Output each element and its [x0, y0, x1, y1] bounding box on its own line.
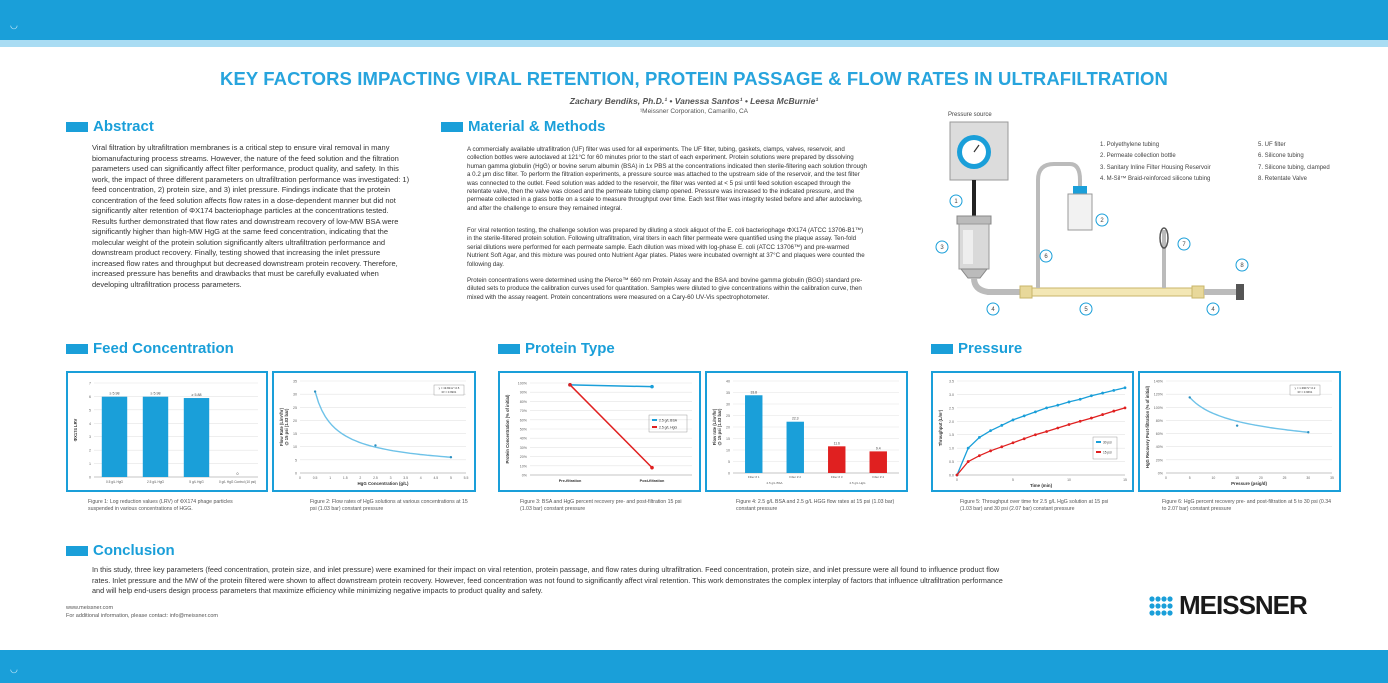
data-point — [989, 429, 992, 432]
abstract-title: Abstract — [93, 118, 154, 135]
data-point — [1012, 419, 1015, 422]
data-label: ≥ 5.98 — [150, 391, 161, 396]
y-tick-label: 120% — [1153, 392, 1163, 397]
pressure-source-label: Pressure source — [948, 112, 992, 118]
y-tick-label: 3.0 — [949, 392, 954, 397]
methods-paragraph-2: For viral retention testing, the challenge solution was prepared by diluting a stock aliquot of the E. coli bacteriophage ΦX174 (ATCC 13706-B1™) in the sterile-filtered protein solution. Following ultrafiltration, viral titers in each filter permeate were quantified using the plaque assay. Ten-fold serial dilutions were performed for each permeate sample. Each dilution was mixed with log-phase E. coli (ATCC 13706™) and pre-warmed Nutrient Soft Agar, and this mixture was poured onto Nutrient Agar plates. Plates were incubated overnight at 37°C and plaques were counted the following day. — [467, 227, 865, 268]
chart-fig5 — [933, 373, 1132, 490]
logo-wordmark: MEISSNER — [1179, 590, 1307, 620]
braided-tubing — [974, 278, 1020, 292]
data-label: 33.8 — [750, 390, 758, 395]
methods-title: Material & Methods — [468, 118, 606, 135]
section-bar — [931, 344, 953, 354]
y-tick-label: 20% — [519, 455, 527, 460]
y-tick-label: 30 — [726, 402, 730, 407]
y-axis-title: Throughput (L/m²) — [938, 409, 943, 447]
chart-fig4 — [707, 373, 906, 490]
y-tick-label: 5 — [89, 408, 91, 413]
y-tick-label: 80% — [519, 399, 527, 404]
legend-swatch — [1096, 441, 1101, 443]
y-tick-label: 90% — [519, 390, 527, 395]
chart-fig4-frame — [705, 371, 908, 492]
y-tick-label: 10 — [293, 445, 297, 450]
data-label: ≥ 5.98 — [109, 391, 120, 396]
y-tick-label: 40 — [726, 379, 730, 384]
legend-item: 7. Silicone tubing, clamped — [1258, 164, 1330, 171]
data-point — [1034, 433, 1037, 436]
data-label: 0 — [236, 472, 239, 476]
bar — [102, 397, 127, 477]
affiliation: ¹Meissner Corporation, Camarillo, CA — [639, 108, 748, 115]
protein-heading — [498, 340, 615, 357]
bar — [184, 398, 209, 477]
legend-item: 6. Silicone tubing — [1258, 153, 1304, 160]
data-point — [1189, 396, 1191, 398]
caption-fig3: Figure 3: BSA and HgG percent recovery pre- and post-filtration 15 psi (1.03 bar) constant pressure — [520, 499, 682, 512]
bar — [745, 395, 762, 473]
caption-fig5: Figure 5: Throughput over time for 2.5 g/L HgG solution at 15 psi (1.03 bar) and 30 psi (2.07 bar) constant pressure — [960, 499, 1109, 512]
series-line — [570, 385, 652, 387]
data-point — [1012, 441, 1015, 444]
legend-label: 15 psi — [1103, 450, 1112, 455]
protein-title: Protein Type — [525, 340, 615, 357]
y-tick-label: 2.5 — [949, 406, 954, 411]
data-label: 22.3 — [791, 416, 799, 421]
data-label: ≥ 5.88 — [191, 393, 202, 398]
y-tick-label: 1 — [89, 462, 91, 467]
x-tick-label: 0.5 — [312, 476, 318, 480]
y-tick-label: 25 — [293, 405, 297, 410]
legend-label: 2.5 g/L BSA — [659, 418, 677, 423]
x-axis-title: HgG Concentration (g/L) — [357, 481, 409, 486]
x-tick-label: 20 — [1258, 476, 1263, 480]
data-point — [1307, 431, 1309, 433]
legend-swatch — [652, 419, 657, 421]
data-point — [1056, 404, 1059, 407]
y-tick-label: 2.0 — [949, 419, 954, 424]
caption-fig4: Figure 4: 2.5 g/L BSA and 2.5 g/L HGG flow rates at 15 psi (1.03 bar) constant pressure — [736, 499, 895, 512]
diagram-legend-left — [1100, 140, 1211, 186]
bar — [143, 397, 168, 477]
x-tick-label: 5 — [449, 476, 452, 480]
y-tick-label: 20% — [1155, 458, 1163, 463]
x-axis-title: Time (min) — [1029, 483, 1053, 488]
data-point — [1112, 410, 1115, 413]
conclusion-title: Conclusion — [93, 542, 175, 559]
uf-filter — [1032, 288, 1192, 296]
conclusion-text: In this study, three key parameters (feed concentration, protein size, and inlet pressure) were examined for their impact on viral retention, protein passage, and flow rates during ultrafiltration. Feed concentration, protein size, and inlet pressure were all found to influence product flow rates. Inlet pressure and the MW of the protein filtered were shown to affect downstream protein recovery. However, feed concentration was not found to significantly affect viral retention. This work demonstrates the complex interplay of factors that influence ultrafiltration performance and will help end-users design process parameters that maximize efficiency while minimizing negative impacts to product quality and safety. — [92, 565, 1003, 595]
y-tick-label: 3 — [89, 435, 91, 440]
contact-line: For additional information, please contact: info@meissner.com — [66, 612, 219, 619]
y-tick-label: 2 — [89, 448, 91, 453]
legend-swatch — [652, 426, 657, 428]
legend-swatch — [1096, 451, 1101, 453]
data-point — [1034, 410, 1037, 413]
y-tick-label: 30% — [519, 445, 527, 450]
data-label: 9.4 — [875, 446, 881, 451]
y-tick-label: 10% — [519, 464, 527, 469]
y-tick-label: 5 — [728, 460, 730, 464]
methods-paragraph-3: Protein concentrations were determined using the Pierce™ 660 nm Protein Assay and the BSA and bovine gamma globulin (BGG) standard pre-diluted sets to produce the calibration curves used for quantitation. Samples were diluted to give concentrations within the calibration curve, then mixed with the assay reagent. Protein concentrations were measured on a Cary-60 UV-Vis spectrophotometer. — [467, 277, 863, 301]
y-tick-label: 1.0 — [949, 446, 954, 451]
y-tick-label: 5 — [295, 458, 297, 463]
x-tick-label: 10 — [1211, 476, 1216, 480]
data-point — [1236, 424, 1238, 426]
y-tick-label: 15 — [293, 432, 297, 437]
x-tick-label: 15 — [1235, 476, 1240, 480]
data-point — [650, 466, 654, 470]
chart-fig6 — [1140, 373, 1339, 490]
x-tick-label: 4 — [419, 476, 422, 480]
annotation-text: R² = 0.9661 — [1297, 390, 1313, 394]
y-tick-label: 25 — [726, 414, 730, 418]
data-point — [568, 383, 572, 387]
bar — [870, 451, 887, 473]
chart-fig1 — [68, 373, 266, 490]
svg-text:4: 4 — [991, 307, 995, 313]
y-tick-label: 1.5 — [949, 433, 954, 438]
top-band-accent — [0, 40, 1388, 47]
x-tick-label: 30 — [1306, 476, 1311, 480]
x-tick-label: 5 — [1188, 476, 1191, 480]
y-tick-label: 10 — [726, 448, 730, 453]
data-point — [1000, 445, 1003, 448]
y-axis-title: @ 15 psi (1.03 bar) — [717, 408, 722, 446]
x-tick-label: Filter # 2 — [789, 475, 802, 479]
y-tick-label: 4 — [89, 421, 91, 426]
y-tick-label: 0% — [1157, 471, 1163, 476]
y-tick-label: 40% — [519, 436, 527, 441]
x-tick-label: 3 — [389, 476, 392, 480]
y-tick-label: 6 — [89, 394, 91, 399]
section-bar — [498, 344, 520, 354]
data-point — [1112, 389, 1115, 392]
caption-fig2: Figure 2: Flow rates of HgG solutions at various concentrations at 15 psi (1.03 bar) constant pressure — [310, 499, 468, 512]
website-link[interactable]: www.meissner.com — [66, 605, 114, 611]
y-tick-label: 70% — [519, 409, 527, 414]
y-axis-title: HgG Recovery Post-filtration (% of initial) — [1145, 385, 1150, 469]
data-point — [1090, 394, 1093, 397]
x-tick-label: 2.5 — [373, 476, 378, 480]
x-tick-label: Filter # 1 — [747, 475, 760, 479]
y-tick-label: 80% — [1155, 418, 1163, 423]
section-bar — [441, 122, 463, 132]
legend-item: 5. UF filter — [1258, 142, 1286, 148]
x-tick-label: 0 — [956, 478, 958, 482]
top-band: ◡ — [0, 0, 1388, 40]
chart-fig6-frame — [1138, 371, 1341, 492]
section-bar — [66, 122, 88, 132]
polyethylene-tubing — [972, 180, 976, 218]
conclusion-heading — [66, 542, 175, 559]
x-tick-label: 5 g/L HgG — [189, 480, 204, 484]
feed-title: Feed Concentration — [93, 340, 234, 357]
bottom-band: ◡ — [0, 650, 1388, 683]
legend-item: 1. Polyethylene tubing — [1100, 142, 1160, 148]
y-axis-title: Flow Rate (L/m²/hr) — [279, 408, 284, 446]
data-point — [1101, 413, 1104, 416]
bar — [787, 422, 804, 473]
chart-fig3 — [500, 373, 699, 490]
data-point — [450, 456, 452, 458]
y-axis-title: Protein Concentration (% of initial) — [505, 394, 510, 464]
x-tick-label: Pre-filtration — [558, 479, 582, 483]
svg-text:3: 3 — [940, 245, 944, 251]
x-axis-title: Pressure (psig/d) — [1231, 481, 1267, 486]
legend-item: 2. Permeate collection bottle — [1100, 153, 1176, 160]
legend-item: 8. Retentate Valve — [1258, 176, 1307, 183]
series-line — [315, 392, 451, 458]
data-point — [1045, 406, 1048, 409]
y-tick-label: 20 — [293, 418, 297, 423]
legend-label: 2.5 g/L HgG — [659, 425, 678, 430]
y-tick-label: 100% — [517, 381, 527, 386]
y-tick-label: 35 — [293, 379, 297, 384]
methods-heading — [441, 118, 606, 135]
data-point — [314, 390, 316, 392]
series-line — [1190, 397, 1309, 432]
svg-text:5: 5 — [1084, 307, 1088, 313]
abstract-heading — [66, 118, 154, 135]
data-point — [956, 474, 959, 477]
data-point — [989, 449, 992, 452]
y-tick-label: 50% — [519, 427, 527, 432]
series-line — [957, 388, 1125, 475]
svg-text:7: 7 — [1182, 242, 1186, 248]
y-tick-label: 35 — [726, 391, 730, 395]
section-bar — [66, 344, 88, 354]
x-tick-label: 5.5 — [463, 476, 469, 480]
x-tick-label: 0 — [299, 476, 301, 480]
annotation-text: y = 1.3907x^-0.2 — [1294, 386, 1316, 390]
data-point — [1090, 417, 1093, 420]
y-tick-label: 7 — [89, 381, 91, 386]
x-tick-label: 25 — [1282, 476, 1287, 480]
legend-item: 4. M-Sil™ Braid-reinforced silicone tubing — [1100, 176, 1211, 183]
series-line — [570, 385, 652, 468]
retentate-valve — [1236, 284, 1244, 300]
chart-fig2-frame — [272, 371, 476, 492]
x-tick-label: 5 — [1012, 478, 1014, 482]
legend-item: 3. Sanitary Inline Filter Housing Reservoir — [1100, 164, 1211, 171]
section-bar — [66, 546, 88, 556]
feed-heading — [66, 340, 234, 357]
data-point — [1079, 420, 1082, 423]
data-point — [1023, 415, 1026, 418]
y-tick-label: 3.5 — [949, 379, 954, 384]
y-axis-title: Flow rate (L/m²/hr) — [712, 408, 717, 446]
x-tick-label: Post-filtration — [639, 479, 665, 483]
chart-fig2 — [274, 373, 474, 490]
data-point — [1068, 401, 1071, 404]
abstract-text: Viral filtration by ultrafiltration membranes is a critical step to ensure viral removal in many biomanufacturing process streams. However, the nature of the feed solution and the filtration parameters used can significantly affect filter performance, product quality, and safety. In this work, the impact of three different parameters on ultrafiltration performance was investigated: 1) feed concentration, 2) protein size, and 3) inlet pressure. Findings indicate that the protein concentration of the feed solution affects flow rates in a dose-dependent manner but did not significantly alter retention of ΦX174 bacteriophage particles at the concentrations tested. Results further demonstrated that flow rates and downstream recovery of low-MW BSA were significantly higher than high-MW HgG at the same feed concentration, indicating that the molecular weight of the protein solution significantly alters ultrafiltration performance and downstream product recovery. Finally, testing showed that increasing the inlet pressure increased flow rates and throughput but decreased downstream protein recovery. Therefore, increased pressure has benefits and drawbacks that must be carefully evaluated when developing ultrafiltration process parameters. — [92, 143, 410, 289]
bar — [828, 446, 845, 473]
data-point — [1023, 437, 1026, 440]
y-axis-title: @ 15 psi (1.03 bar) — [284, 408, 289, 446]
logo-dots-icon — [1148, 595, 1176, 617]
authors: Zachary Bendiks, Ph.D.¹ • Vanessa Santos¹ • Leesa McBurnie¹ — [569, 96, 819, 106]
y-tick-label: 0 — [295, 471, 297, 476]
y-axis-title: ΦX174 LRV — [73, 418, 78, 442]
x-tick-label: 2 — [359, 476, 362, 480]
poster-title: KEY FACTORS IMPACTING VIRAL RETENTION, PROTEIN PASSAGE & FLOW RATES IN ULTRAFILTRATION — [220, 68, 1168, 89]
data-point — [1124, 406, 1127, 409]
data-point — [1056, 427, 1059, 430]
y-tick-label: 40% — [1155, 445, 1163, 450]
caption-fig1: Figure 1: Log reduction values (LRV) of ΦX174 phage particles suspended in various concentrations of HGG. — [88, 499, 233, 512]
data-point — [1124, 386, 1127, 389]
annotation-text: y = 19.821x^-0.5 — [438, 386, 460, 390]
data-point — [978, 436, 981, 439]
y-tick-label: 15 — [726, 437, 730, 441]
diagram-legend-right — [1258, 140, 1330, 186]
y-tick-label: 30 — [293, 392, 297, 397]
chart-fig5-frame — [931, 371, 1134, 492]
x-tick-label: 3.5 — [403, 476, 408, 480]
svg-text:4: 4 — [1211, 307, 1215, 313]
annotation-text: R² = 0.9901 — [441, 390, 457, 394]
data-point — [1000, 424, 1003, 427]
svg-text:6: 6 — [1044, 254, 1048, 260]
data-label: 11.6 — [833, 441, 840, 446]
y-tick-label: 60% — [519, 418, 527, 423]
data-point — [1068, 423, 1071, 426]
pressure-title: Pressure — [958, 340, 1023, 357]
y-tick-label: 0.0 — [949, 473, 954, 478]
x-tick-label: 1.5 — [342, 476, 348, 480]
footer-links — [66, 605, 218, 620]
data-point — [1101, 392, 1104, 395]
caption-fig6: Figure 6: HgG percent recovery pre- and post-filtration at 5 to 30 psi (0.34 to 2.07 bar) constant pressure — [1162, 499, 1331, 512]
x-tick-label: 15 — [1123, 478, 1127, 482]
x-tick-label: 1 — [329, 476, 332, 480]
permeate-bottle — [1068, 194, 1092, 230]
svg-text:2: 2 — [1100, 218, 1104, 224]
y-tick-label: 60% — [1155, 432, 1163, 437]
data-point — [374, 444, 376, 446]
x-tick-label: 10 — [1067, 478, 1071, 482]
y-tick-label: 0% — [521, 473, 527, 478]
group-label: 2.5 g/L BSA — [766, 481, 783, 485]
meissner-logo — [1148, 590, 1307, 621]
x-tick-label: 0 g/L HgG Control (10 psi) — [218, 480, 257, 484]
legend-label: 30 psi — [1103, 440, 1112, 445]
x-tick-label: 4.5 — [433, 476, 439, 480]
y-tick-label: 0 — [89, 475, 91, 480]
x-tick-label: 2.5 g/L HgG — [146, 480, 165, 484]
data-point — [1079, 398, 1082, 401]
x-tick-label: 0 — [1165, 476, 1167, 480]
pressure-heading — [931, 340, 1022, 357]
data-point — [1045, 430, 1048, 433]
group-label: 2.5 g/L HgG — [849, 481, 866, 485]
data-point — [978, 454, 981, 457]
data-point — [967, 460, 970, 463]
data-point — [967, 447, 970, 450]
x-tick-label: 0.5 g/L HgG — [105, 480, 124, 484]
y-tick-label: 100% — [1153, 405, 1163, 410]
data-point — [650, 385, 654, 389]
y-tick-label: 0.5 — [949, 460, 954, 465]
x-tick-label: Filter # 4 — [872, 475, 885, 479]
methods-paragraph-1: A commercially available ultrafiltration (UF) filter was used for all experiments. The UF filter, tubing, gaskets, clamps, valves, reservoir, and collection bottles were autoclaved at 121°C for 60 minutes prior to the start of each experiment. Protein solutions were prepared by dissolving human gamma globulin (HgG) or bovine serum albumin (BSA) in 1x PBS at the concentrations indicated then sterile-filtering each solution through a 0.2 µm disc filter. To perform the filtration experiments, a pressure source was attached to the upstream side of the reservoir, and the test filter was connected to the outlet. Feed solution was added to the reservoir, the filter was vented at < 5 psi until feed solution escaped through the retentate valve, then the valve was closed and the permeate tubing clamp opened. Pressure was increased to the indicated pressure, and the permeate collected in a glass bottle on a scale to measure throughput over time. Each test filter was integrity tested before and after autoclaving, and after the challenge to ensure they remained integral. — [467, 146, 867, 212]
y-tick-label: 140% — [1153, 379, 1163, 384]
y-tick-label: 0 — [728, 471, 730, 476]
svg-text:1: 1 — [954, 199, 958, 205]
chart-fig1-frame — [66, 371, 268, 492]
chart-fig3-frame — [498, 371, 701, 492]
x-tick-label: Filter # 3 — [830, 475, 843, 479]
svg-text:8: 8 — [1240, 263, 1244, 269]
x-tick-label: 35 — [1330, 476, 1334, 480]
y-tick-label: 20 — [726, 425, 730, 430]
